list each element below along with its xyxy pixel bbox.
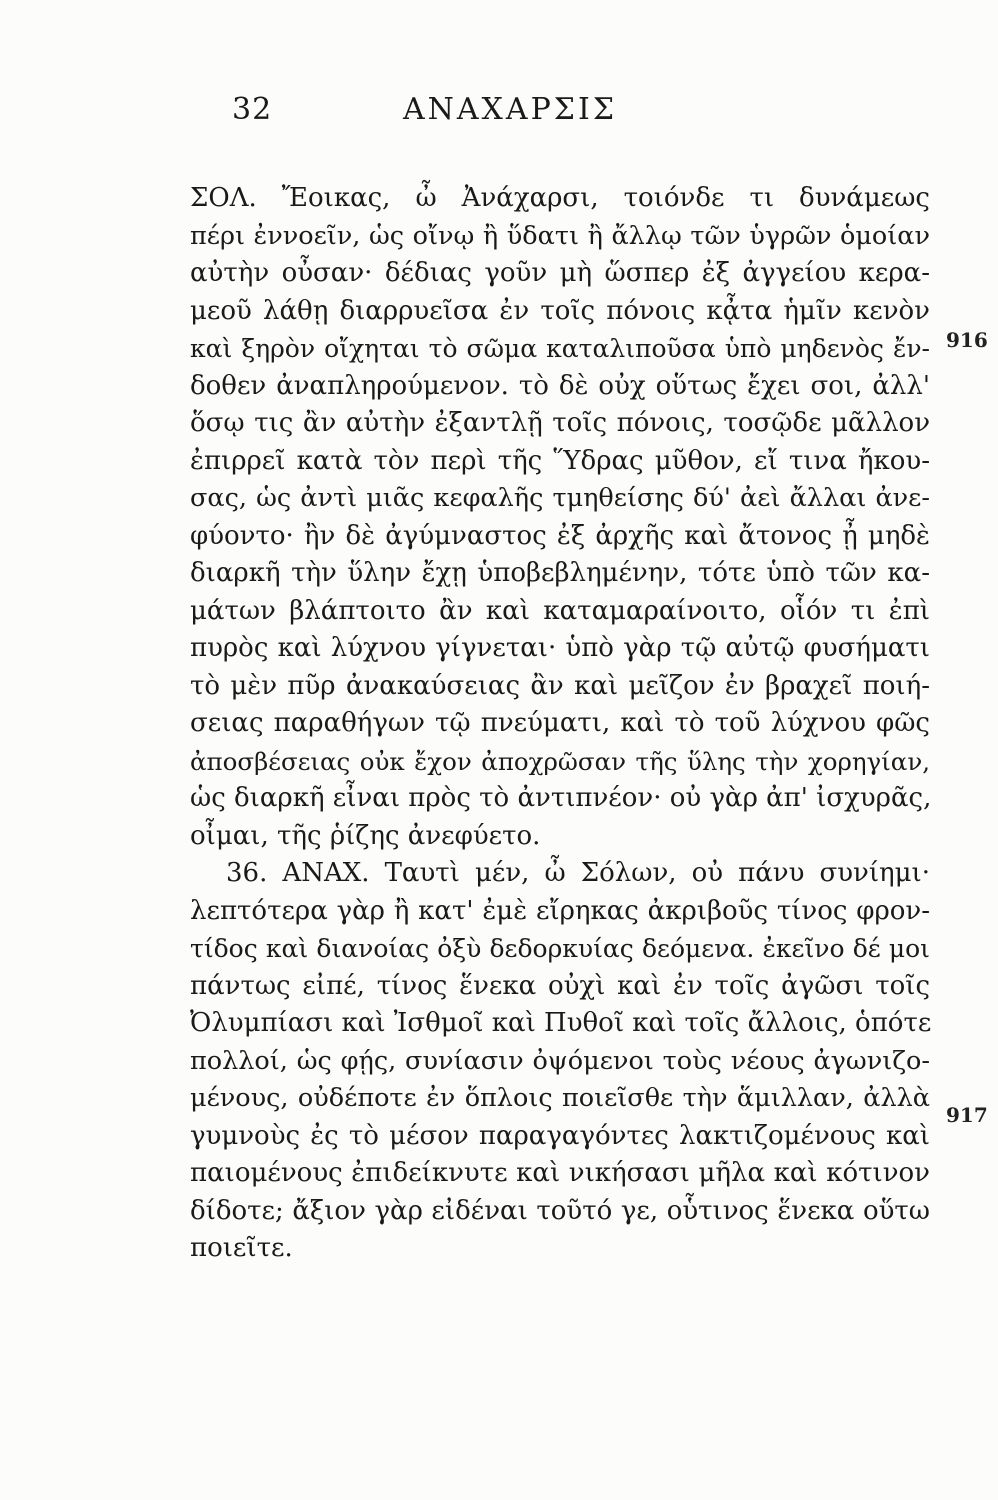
body-text [190,180,930,1268]
text-line: τίδος καὶ διανοίας ὀξὺ δεδορκυίας δεόμενα. ἐκεῖνο δέ μοι [190,934,930,963]
text-line: σας, ὡς ἀντὶ μιᾶς κεφαλῆς τμηθείσης δύ' ἀεὶ ἄλλαι ἀνε- [190,483,930,513]
text-line: τὸ μὲν πῦρ ἀνακαύσειας ἂν καὶ μεῖζον ἐν βραχεῖ ποιή- [190,670,930,701]
text-line: πολλοί, ὡς φῄς, συνίασιν ὀψόμενοι τοὺς νέους ἀγωνιζο- [190,1045,930,1076]
text-line: 36. ΑΝΑΧ. Ταυτὶ μέν, ὦ Σόλων, οὐ πάνυ συνίημι· [226,858,930,888]
text-line: ὅσῳ τις ἂν αὐτὴν ἐξαντλῇ τοῖς πόνοις, τοσῷδε μᾶλλον [190,408,930,438]
text-line: πυρὸς καὶ λύχνου γίγνεται· ὑπὸ γὰρ τῷ αὐτῷ φυσήματι [190,633,930,663]
text-line: γυμνοὺς ἐς τὸ μέσον παραγαγόντες λακτιζομένους καὶ [190,1120,930,1151]
text-line: πέρι ἐννοεῖν, ὡς οἴνῳ ἢ ὕδατι ἢ ἄλλῳ τῶν ὑγρῶν ὁμοίαν [190,220,930,251]
text-line: φύοντο· ἢν δὲ ἀγύμναστος ἐξ ἀρχῆς καὶ ἄτονος ᾖ μηδὲ [190,520,930,551]
text-line: μάτων βλάπτοιτο ἂν καὶ καταμαραίνοιτο, οἷόν τι ἐπὶ [190,595,930,626]
text-line: παιομένους ἐπιδείκνυτε καὶ νικήσασι μῆλα καὶ κότινον [190,1158,930,1188]
text-line: Ὀλυμπίασι καὶ Ἰσθμοῖ καὶ Πυθοῖ καὶ τοῖς ἄλλοις, ὁπότε [190,1008,932,1038]
text-line: καὶ ξηρὸν οἴχηται τὸ σῶμα καταλιποῦσα ὑπὸ μηδενὸς ἔν- [190,334,930,363]
page-header [0,92,998,132]
text-line: λεπτότερα γὰρ ἢ κατ' ἐμὲ εἴρηκας ἀκριβοῦς τίνος φρον- [190,895,930,926]
text-line: δοθεν ἀναπληρούμενον. τὸ δὲ οὐχ οὕτως ἔχει σοι, ἀλλ' [190,370,930,401]
margin-line-number: 916 [946,328,988,352]
margin-line-number: 917 [946,1103,988,1127]
text-line: αὐτὴν οὖσαν· δέδιας γοῦν μὴ ὥσπερ ἐξ ἀγγείου κερα- [190,258,930,288]
text-line: ποιεῖτε. [190,1233,293,1263]
text-line: πάντως εἰπέ, τίνος ἕνεκα οὐχὶ καὶ ἐν τοῖς ἀγῶσι τοῖς [190,970,930,1001]
text-line: σειας παραθήγων τῷ πνεύματι, καὶ τὸ τοῦ λύχνου φῶς [190,708,930,738]
running-title: ΑΝΑΧΑΡΣΙΣ [402,92,618,127]
page-number: 32 [232,92,273,127]
text-line: ΣΟΛ. Ἔοικας, ὦ Ἀνάχαρσι, τοιόνδε τι δυνάμεως [190,183,930,213]
text-line: ἀποσβέσειας οὐκ ἔχον ἀποχρῶσαν τῆς ὕλης τὴν χορηγίαν, [190,746,930,776]
text-line: δίδοτε; ἄξιον γὰρ εἰδέναι τοῦτό γε, οὗτινος ἕνεκα οὕτω [190,1195,930,1226]
text-line: ὡς διαρκῆ εἶναι πρὸς τὸ ἀντιπνέον· οὐ γὰρ ἀπ' ἰσχυρᾶς, [190,783,932,813]
text-line: οἶμαι, τῆς ῥίζης ἀνεφύετο. [190,820,541,851]
text-line: ἐπιρρεῖ κατὰ τὸν περὶ τῆς Ὕδρας μῦθον, εἴ τινα ἤκου- [190,445,930,476]
text-line: μεοῦ λάθῃ διαρρυεῖσα ἐν τοῖς πόνοις κᾆτα ἡμῖν κενὸν [190,295,930,326]
text-line: διαρκῆ τὴν ὕλην ἔχῃ ὑποβεβλημένην, τότε ὑπὸ τῶν κα- [190,558,930,588]
text-line: μένους, οὐδέποτε ἐν ὅπλοις ποιεῖσθε τὴν ἅμιλλαν, ἀλλὰ [190,1083,930,1113]
